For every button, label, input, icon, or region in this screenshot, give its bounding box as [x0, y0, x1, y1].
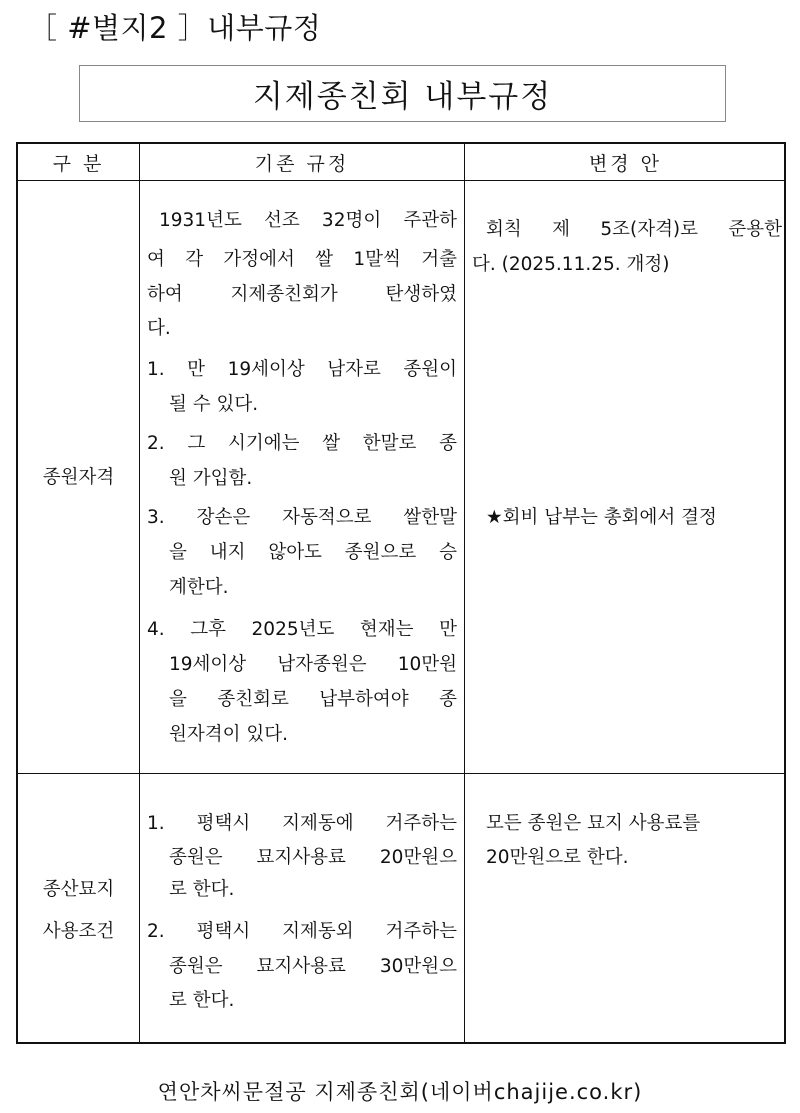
proposed-line: 회칙 제 5조(자격)로 준용한 — [486, 219, 782, 240]
column-divider — [139, 144, 140, 1042]
existing-line: 종원은 묘지사용료 20만원으 — [169, 847, 457, 868]
header-proposed: 변경 안 — [588, 153, 663, 175]
existing-line: 원 가입함. — [169, 468, 253, 489]
existing-line: 19세이상 남자종원은 10만원 — [169, 654, 457, 675]
existing-line: 을 종친회로 납부하여야 종 — [169, 689, 457, 710]
existing-line: 다. — [147, 318, 171, 339]
existing-line: 4. 그후 2025년도 현재는 만 — [147, 619, 457, 640]
existing-line: 2. 그 시기에는 쌀 한말로 종 — [147, 433, 457, 454]
existing-line: 2. 평택시 지제동외 거주하는 — [147, 921, 457, 942]
existing-line: 원자격이 있다. — [169, 724, 288, 745]
column-divider — [464, 144, 465, 1042]
existing-line: 계한다. — [169, 577, 229, 598]
proposed-line: 모든 종원은 묘지 사용료를 — [486, 813, 701, 834]
document-title: 지제종친회 내부규정 — [79, 65, 726, 122]
proposed-note: ★회비 납부는 총회에서 결정 — [486, 507, 717, 528]
proposed-line: 20만원으로 한다. — [486, 847, 629, 868]
footer-organization: 연안차씨문절공 지제종친회(네이버chajije.co.kr) — [157, 1080, 643, 1104]
existing-line: 종원은 묘지사용료 30만원으 — [169, 956, 457, 977]
existing-line: 로 한다. — [169, 990, 235, 1011]
header-existing: 기존 규정 — [254, 153, 350, 175]
row-category: 종산묘지 — [42, 879, 115, 900]
regulation-table — [16, 142, 786, 1044]
proposed-line: 다. (2025.11.25. 개정) — [472, 254, 670, 275]
row-divider — [18, 773, 784, 774]
row-category: 사용조건 — [42, 921, 115, 942]
existing-line: 하여 지제종친회가 탄생하였 — [147, 284, 457, 305]
existing-line: 1. 평택시 지제동에 거주하는 — [147, 813, 457, 834]
existing-line: 1. 만 19세이상 남자로 종원이 — [147, 359, 457, 380]
row-category: 종원자격 — [42, 467, 115, 488]
existing-line: 로 한다. — [169, 879, 235, 900]
existing-line: 3. 장손은 자동적으로 쌀한말 — [147, 507, 457, 528]
existing-line: 을 내지 않아도 종원으로 승 — [169, 542, 457, 563]
header-category: 구 분 — [52, 153, 105, 175]
annex-heading: ［ #별지2 ］내부규정 — [28, 11, 322, 45]
existing-line: 1931년도 선조 32명이 주관하 — [159, 210, 457, 231]
existing-line: 여 각 가정에서 쌀 1말씩 거출 — [147, 249, 457, 270]
existing-line: 될 수 있다. — [169, 394, 259, 415]
